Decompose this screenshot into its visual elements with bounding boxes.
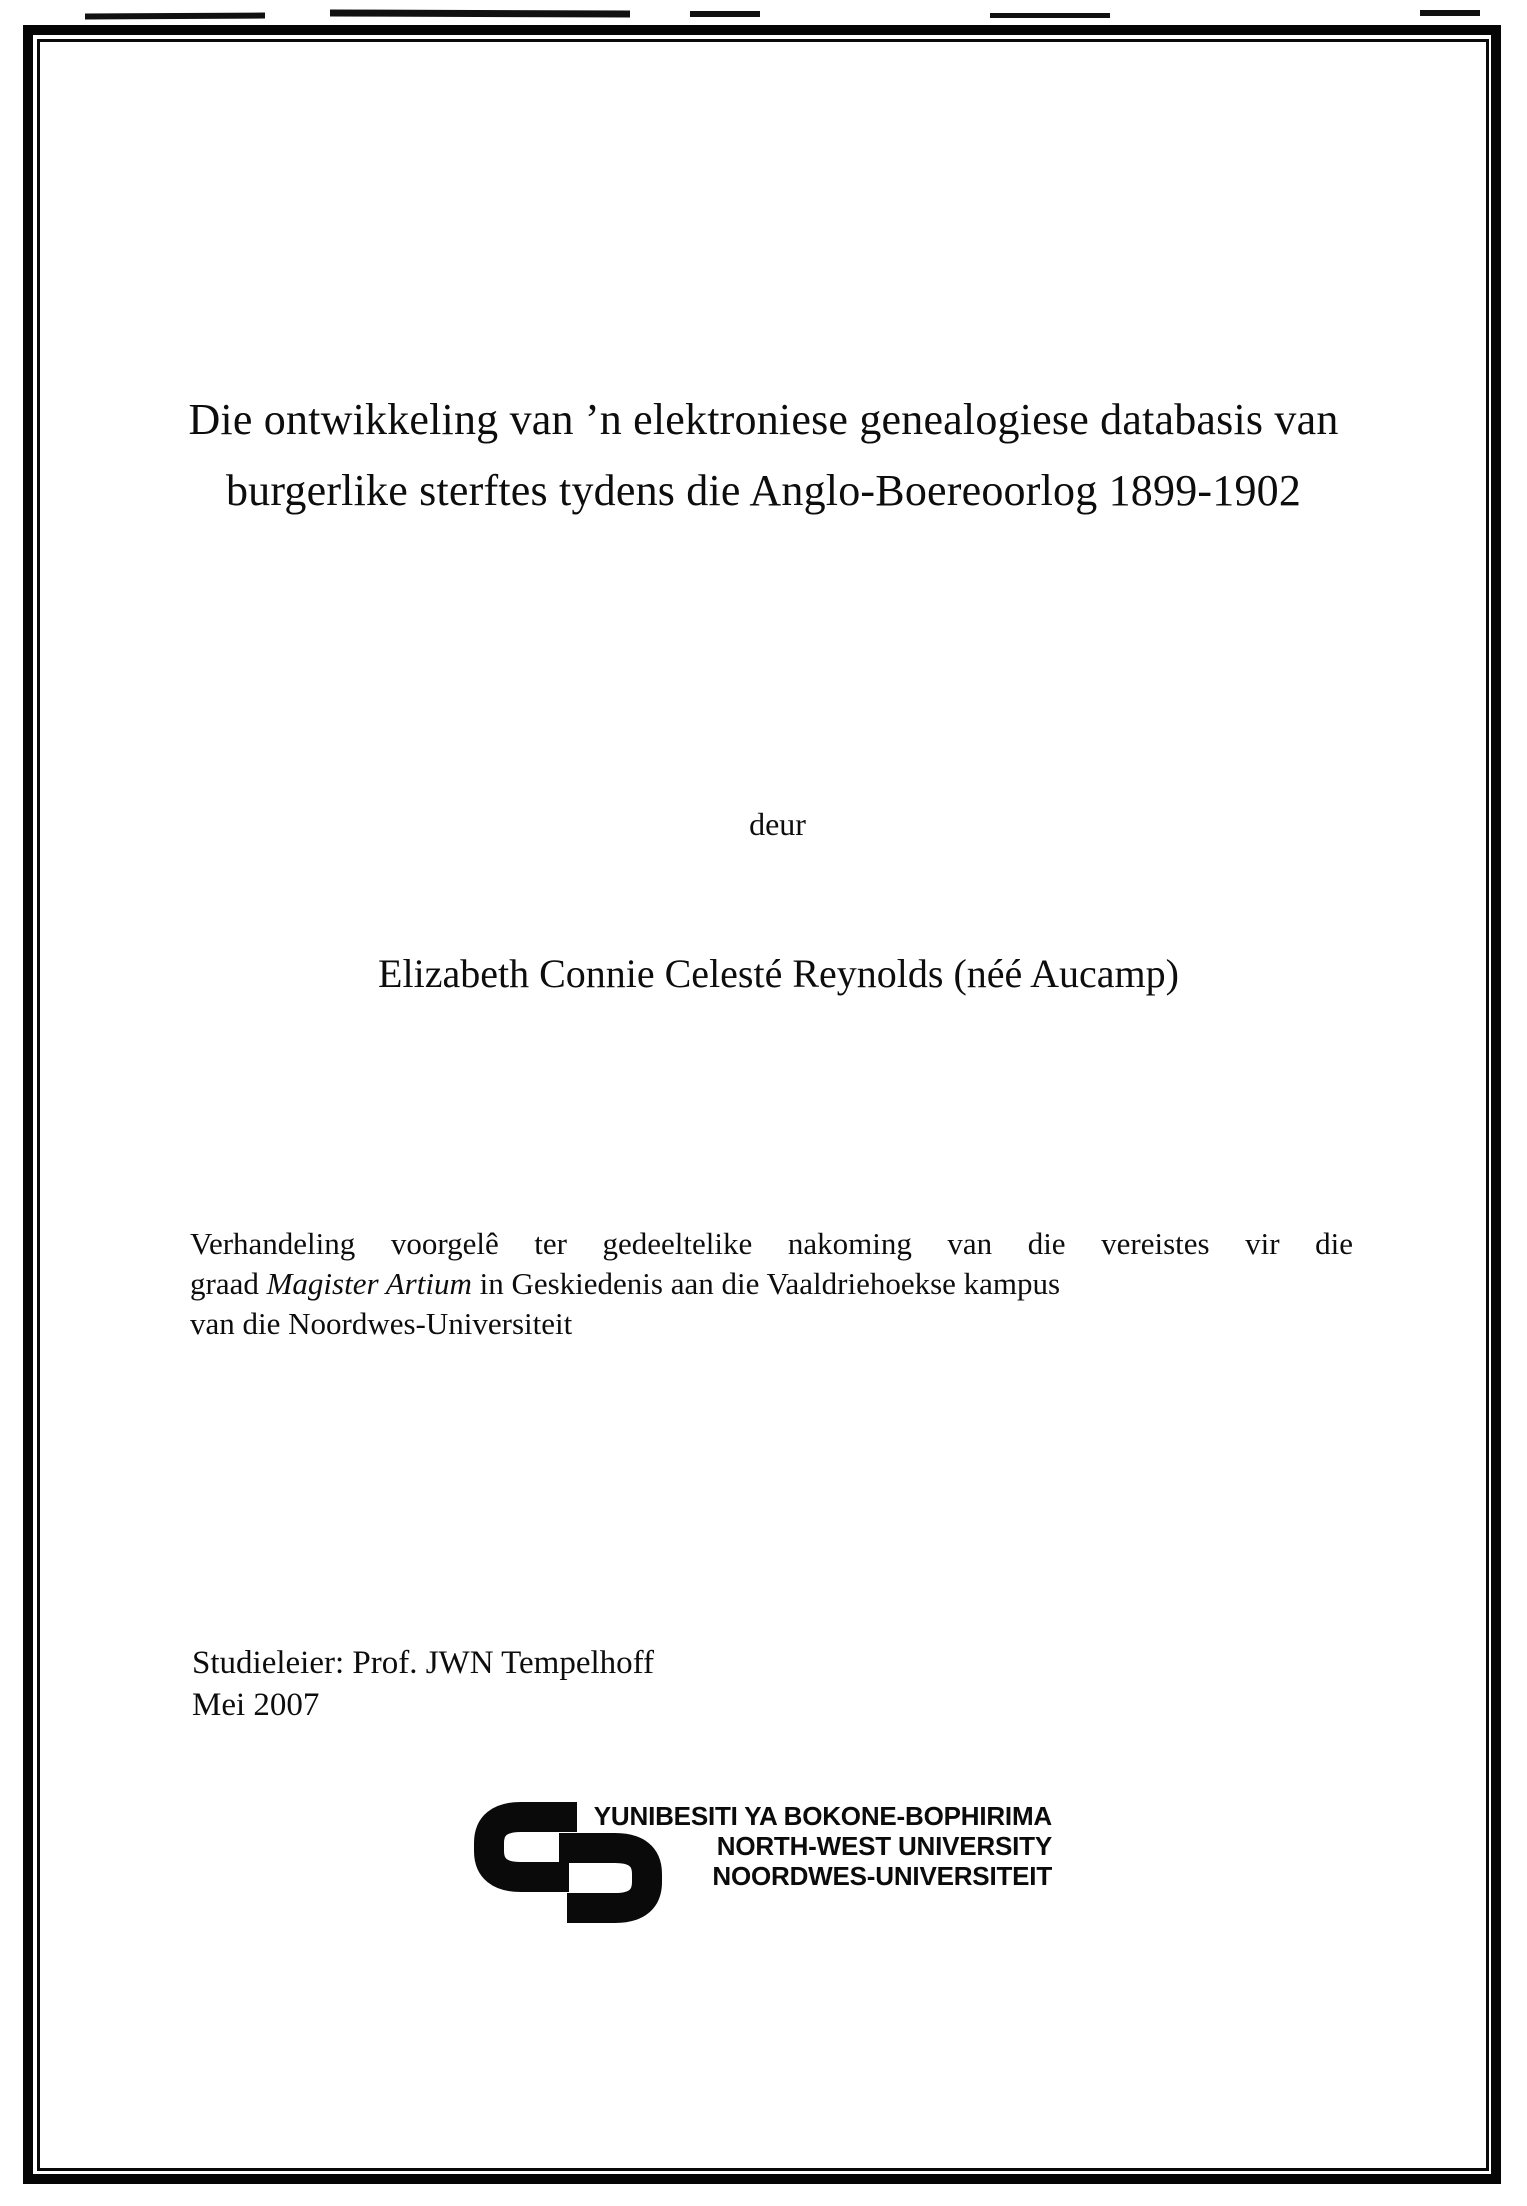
scan-artifact: [690, 11, 760, 17]
statement-line-3: van die Noordwes-Universiteit: [190, 1306, 573, 1341]
scan-artifact: [330, 9, 630, 17]
statement-line-1: Verhandeling voorgelê ter gedeeltelike nakoming van die vereistes vir die: [190, 1226, 1353, 1261]
statement-line-2-suffix: in Geskiedenis aan die Vaaldriehoekse kampus: [479, 1266, 1061, 1301]
submission-statement: [190, 1224, 1353, 1344]
statement-line-2-prefix: graad: [190, 1266, 259, 1301]
title-line-1: Die ontwikkeling van ’n elektroniese genealogiese databasis van: [188, 395, 1339, 444]
author-name: Elizabeth Connie Celesté Reynolds (néé Aucamp): [378, 951, 1179, 996]
statement-line-2: [190, 1264, 1353, 1304]
supervisor-block: [192, 1642, 654, 1726]
university-logo-text: [594, 1801, 1052, 1891]
university-name-setswana: YUNIBESITI YA BOKONE-BOPHIRIMA: [593, 1801, 1052, 1831]
degree-name: Magister Artium: [266, 1266, 472, 1301]
university-name-afrikaans: NOORDWES-UNIVERSITEIT: [712, 1861, 1052, 1891]
scan-artifact: [990, 13, 1110, 18]
scan-artifact: [85, 13, 265, 20]
university-name-english: NORTH-WEST UNIVERSITY: [716, 1831, 1052, 1861]
title-line-2: burgerlike sterftes tydens die Anglo-Boereoorlog 1899-1902: [225, 466, 1302, 515]
date-line: Mei 2007: [192, 1687, 320, 1723]
supervisor-line: Studieleier: Prof. JWN Tempelhoff: [192, 1645, 655, 1681]
scan-artifact: [1420, 10, 1480, 16]
byline-label: deur: [749, 806, 806, 842]
page-title: [88, 384, 1439, 526]
